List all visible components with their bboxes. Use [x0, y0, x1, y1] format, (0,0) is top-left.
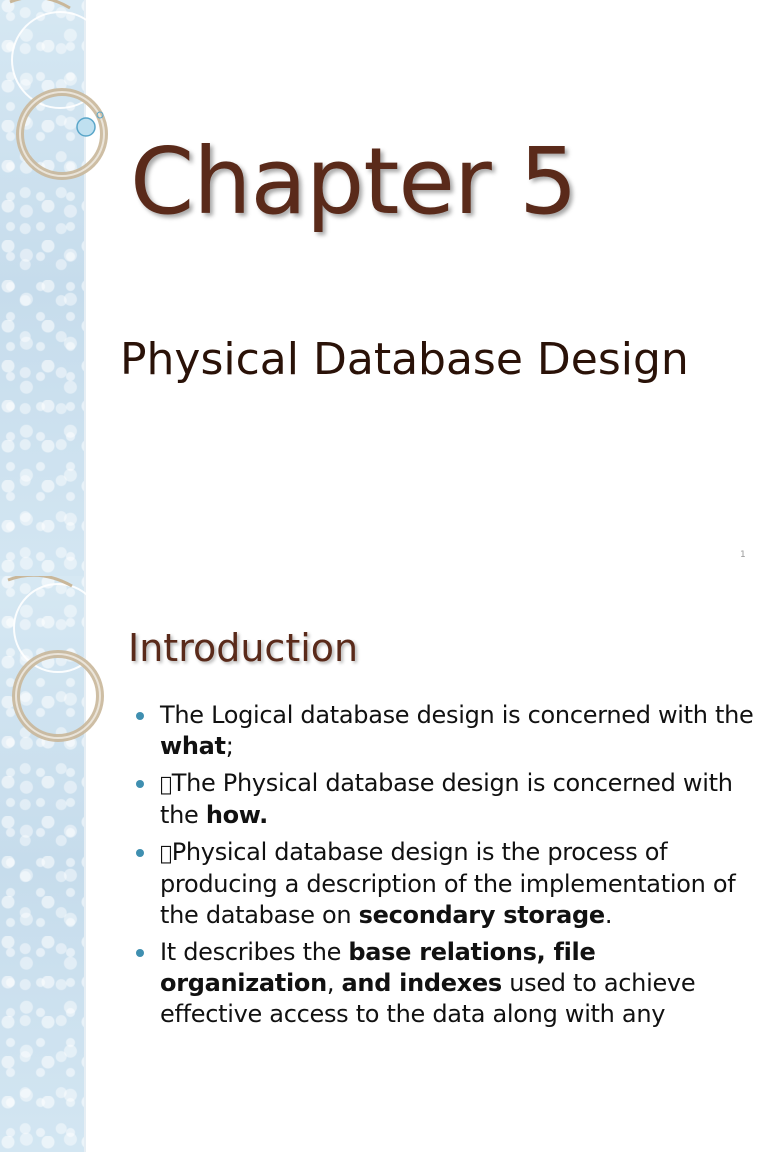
- bullet-dot-icon: [136, 780, 144, 788]
- bullet-glyph: [160, 841, 172, 865]
- slide-heading: Introduction: [128, 626, 359, 670]
- bullet-text: The Logical database design is concerned with the: [160, 701, 754, 729]
- bullet-text: .: [604, 901, 613, 929]
- bullet-item: [136, 937, 756, 1030]
- page-number: 1: [740, 550, 746, 560]
- bullet-item: [136, 700, 756, 762]
- bullet-dot-icon: [136, 849, 144, 857]
- bullet-text: base relations, file organization: [160, 938, 596, 997]
- bullet-text: how.: [205, 801, 268, 829]
- decorative-rings: [0, 576, 120, 776]
- bullet-text: It describes the: [160, 938, 349, 966]
- slide-title: Chapter 5: [130, 128, 577, 235]
- bullet-item: [136, 837, 756, 931]
- slide-introduction: [0, 576, 768, 1152]
- decorative-rings: [0, 0, 120, 200]
- bullet-text: Physical database design is the process of producing a description of the implementation of the database on: [160, 838, 736, 929]
- slide-subtitle: Physical Database Design: [120, 334, 689, 385]
- bullet-text: what: [160, 732, 226, 760]
- bullet-text: The Physical database design is concerned with the: [160, 769, 721, 829]
- bullet-text: secondary storage: [358, 901, 605, 929]
- bullet-text: ,: [326, 969, 342, 997]
- bullet-dot-icon: [136, 712, 144, 720]
- bullet-list: [136, 700, 756, 1036]
- bullet-item: [136, 768, 756, 831]
- bullet-glyph: [160, 772, 172, 796]
- bullet-text: and indexes: [341, 969, 502, 997]
- bullet-dot-icon: [136, 949, 144, 957]
- bullet-text: used to achieve effective access to the data along with any: [160, 969, 696, 1028]
- bullet-text: ;: [225, 732, 234, 760]
